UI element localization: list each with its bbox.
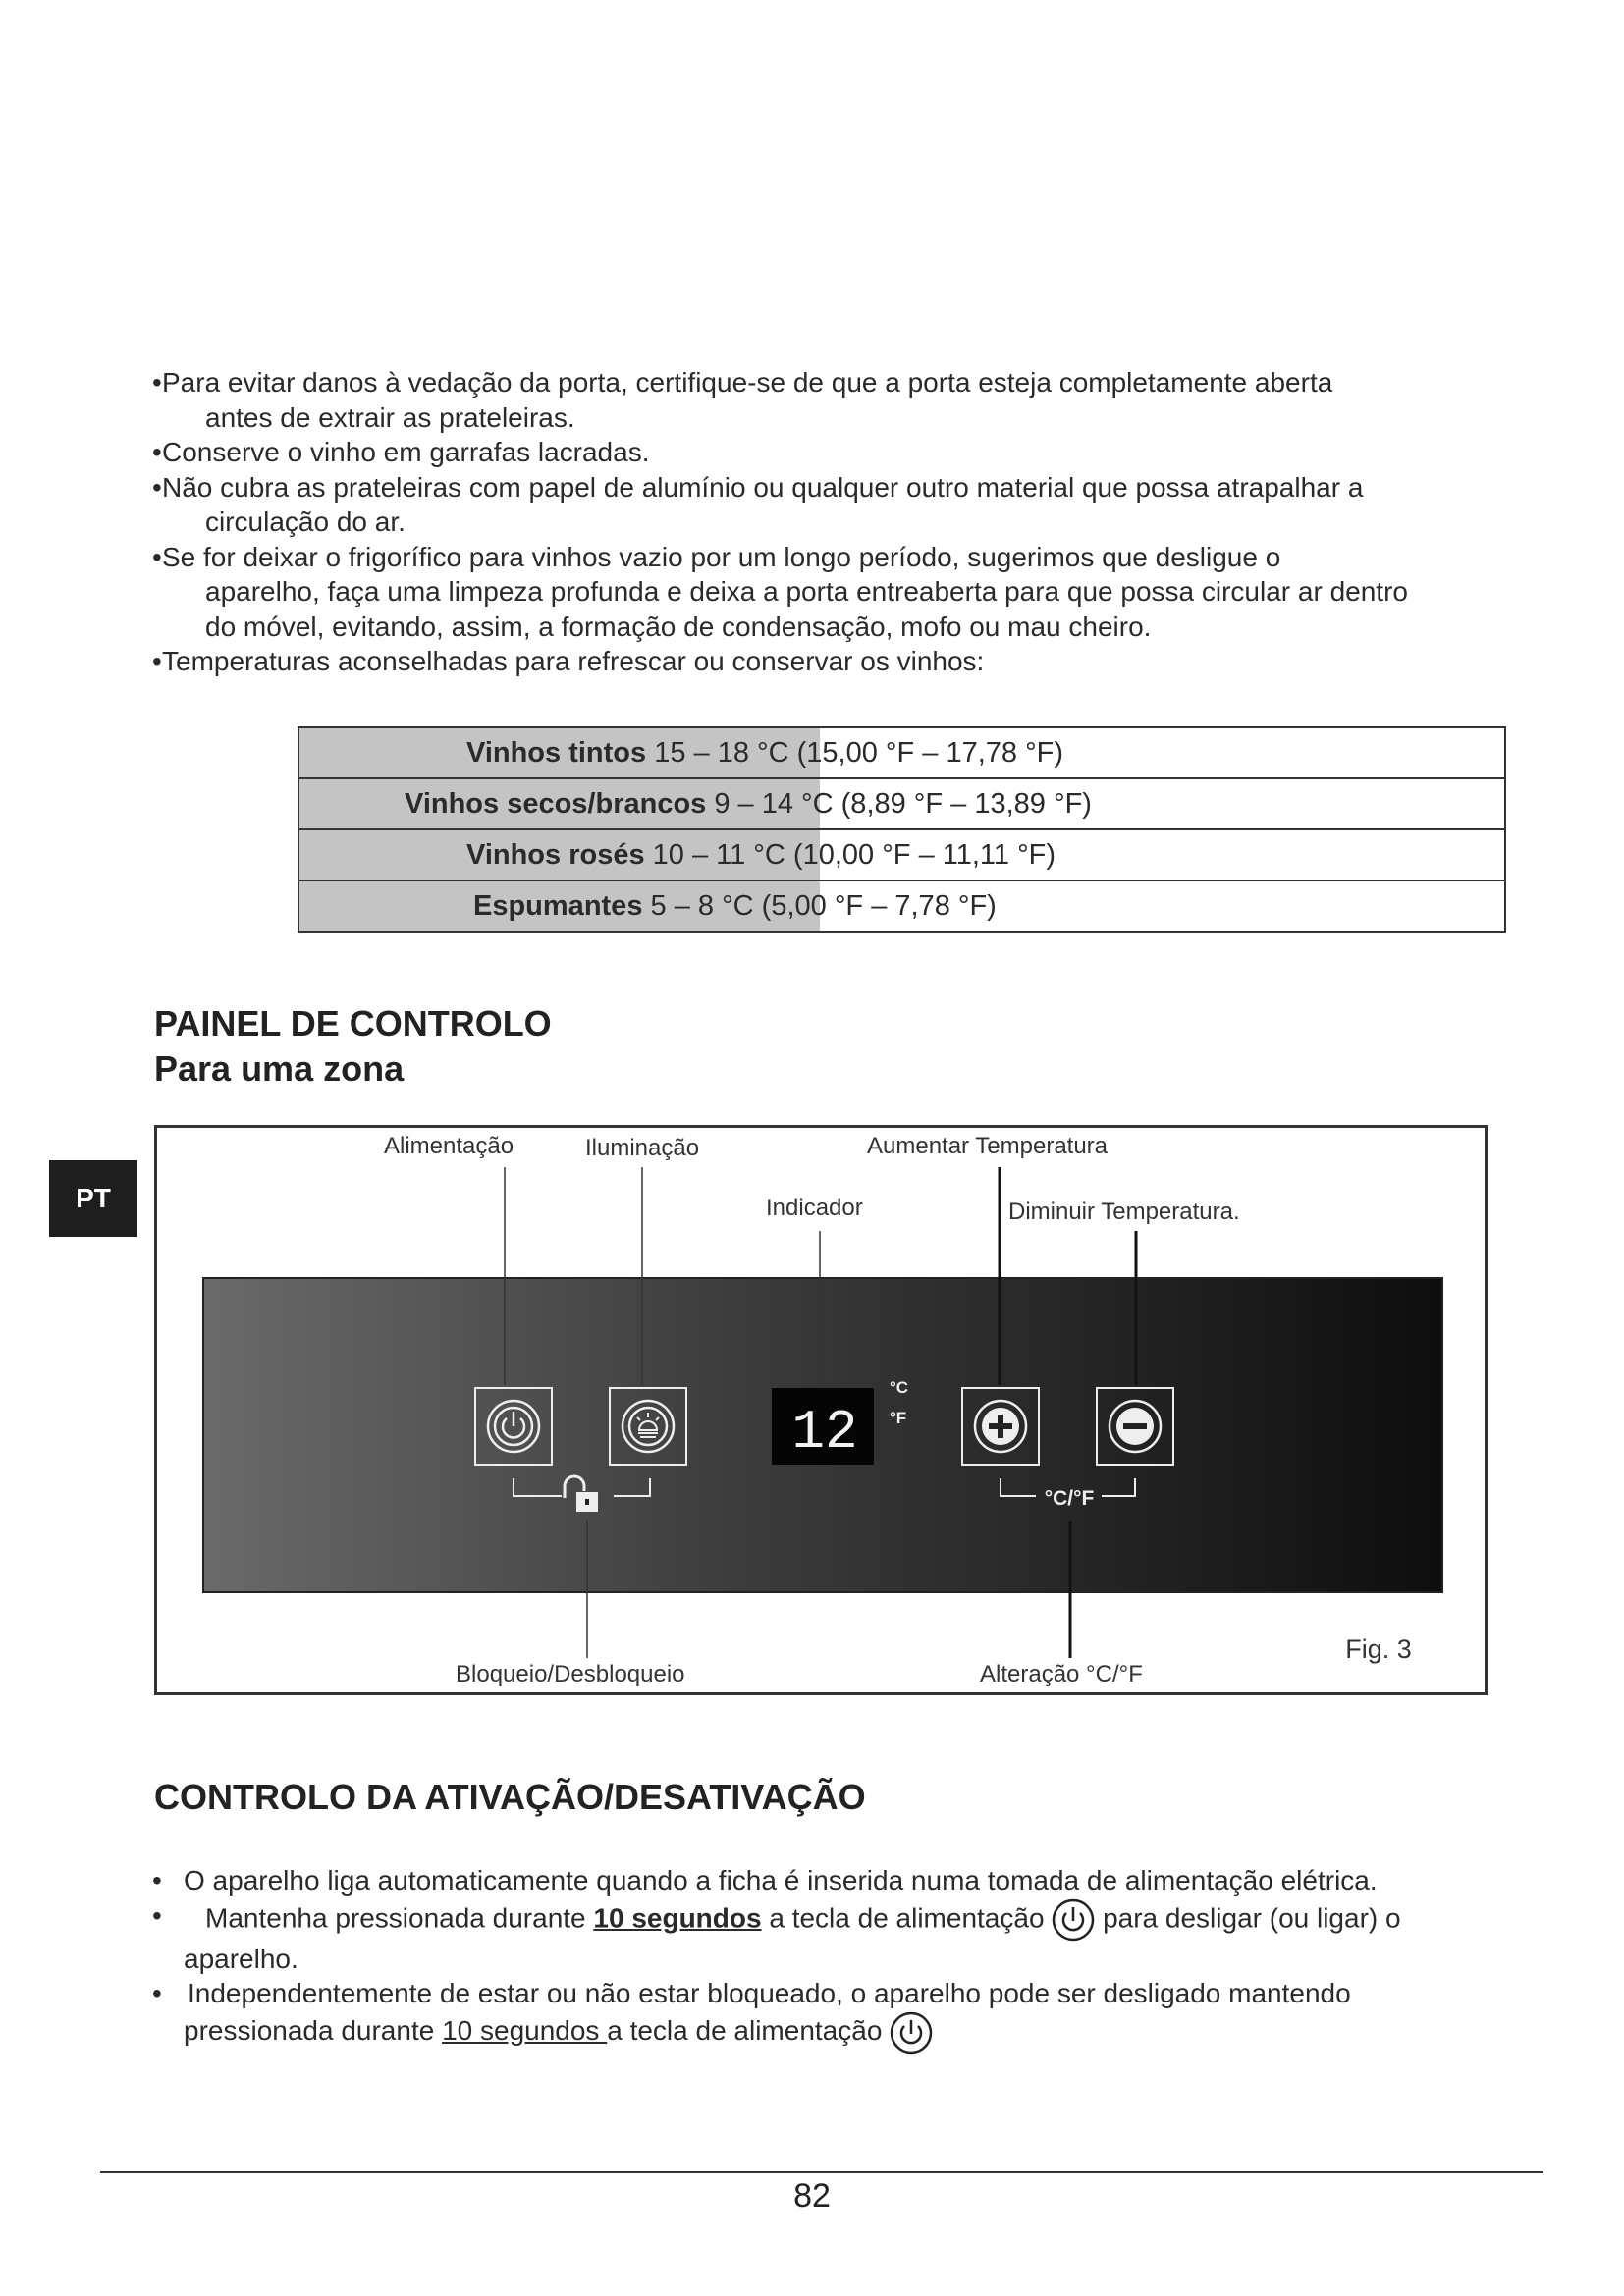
table-row — [298, 778, 1505, 829]
bullet-text: Não cubra as prateleiras com papel de alumínio ou qualquer outro material que possa atrapalhar a — [162, 471, 1364, 503]
unit-c-indicator: °C — [890, 1378, 909, 1397]
label-power: Alimentação — [384, 1133, 514, 1159]
emphasis-duration: 10 segundos — [593, 1901, 762, 1933]
table-cell — [298, 727, 1505, 778]
label-decrease-temp: Diminuir Temperatura. — [1008, 1199, 1240, 1225]
label-lock-unlock: Bloqueio/Desbloqueio — [456, 1661, 685, 1687]
bullet-text: a tecla de alimentação — [607, 2014, 891, 2046]
power-icon — [890, 2011, 933, 2055]
bullet-sealed-bottles — [152, 435, 1492, 470]
bullet-text: Se for deixar o frigorífico para vinhos vazio por um longo período, sugerimos que desligue o — [162, 541, 1281, 572]
intro-bullet-list — [152, 365, 1492, 679]
page-number: 82 — [793, 2177, 831, 2215]
unit-change-icon[interactable]: °C/°F — [1044, 1487, 1095, 1510]
footer-divider — [100, 2171, 1543, 2173]
bullet-text: O aparelho liga automaticamente quando a ficha é inserida numa tomada de alimentação elétrica. — [184, 1865, 1378, 1896]
temp-range: 15 – 18 °C (15,00 °F – 17,78 °F) — [646, 736, 1064, 769]
control-panel-figure — [154, 1125, 1488, 1695]
power-icon — [1052, 1898, 1095, 1942]
table-row — [298, 881, 1505, 932]
label-indicator: Indicador — [766, 1195, 863, 1221]
label-unit-change: Alteração °C/°F — [980, 1661, 1143, 1687]
label-light: Iluminação — [585, 1135, 700, 1161]
table-cell — [298, 881, 1505, 932]
language-tab: PT — [49, 1160, 137, 1237]
wine-type: Espumantes — [473, 889, 643, 922]
table-row — [298, 727, 1505, 778]
section-title-on-off: CONTROLO DA ATIVAÇÃO/DESATIVAÇÃO — [154, 1777, 866, 1817]
unit-f-indicator: °F — [890, 1409, 907, 1427]
bullet-text: para desligar (ou ligar) o — [1095, 1901, 1401, 1933]
temp-range: 5 – 8 °C (5,00 °F – 7,78 °F) — [642, 889, 997, 922]
bullet-text: aparelho. — [184, 1943, 298, 1974]
bullet-text: Mantenha pressionada durante — [205, 1901, 594, 1933]
bullet-text: a tecla de alimentação — [761, 1901, 1053, 1933]
bullet-text: do móvel, evitando, assim, a formação de condensação, mofo ou mau cheiro. — [205, 611, 1152, 642]
bullet-text: pressionada durante — [184, 2014, 443, 2046]
temperature-table — [298, 726, 1506, 933]
label-increase-temp: Aumentar Temperatura — [867, 1133, 1109, 1159]
table-row — [298, 829, 1505, 881]
table-cell — [298, 778, 1505, 829]
bullet-text: Temperaturas aconselhadas para refrescar ou conservar os vinhos: — [162, 646, 985, 676]
bullet-empty-fridge — [152, 540, 1492, 645]
figure-caption: Fig. 3 — [1345, 1634, 1412, 1664]
bullet-text: Independentemente de estar ou não estar bloqueado, o aparelho pode ser desligado mantendo — [188, 1978, 1351, 2008]
bullet-auto-on — [152, 1863, 1492, 1898]
table-cell — [298, 829, 1505, 881]
bullet-independent — [152, 1976, 1492, 2055]
bullet-text: Para evitar danos à vedação da porta, certifique-se de que a porta esteja completamente aberta — [162, 367, 1333, 398]
wine-type: Vinhos rosés — [466, 838, 645, 871]
emphasis-duration: 10 segundos — [442, 2014, 608, 2046]
wine-type: Vinhos secos/brancos — [405, 787, 707, 820]
bullet-text: antes de extrair as prateleiras. — [205, 401, 575, 433]
on-off-bullet-list — [152, 1863, 1492, 2055]
wine-type: Vinhos tintos — [466, 736, 647, 769]
bullet-hold-10s — [152, 1898, 1492, 1977]
bullet-text: aparelho, faça uma limpeza profunda e deixa a porta entreaberta para que possa circular ar dentro — [205, 576, 1408, 607]
temp-range: 9 – 14 °C (8,89 °F – 13,89 °F) — [706, 787, 1092, 820]
bullet-no-foil — [152, 470, 1492, 540]
display-value: 12 — [791, 1401, 858, 1464]
bullet-text: circulação do ar. — [205, 507, 406, 537]
bullet-text: Conserve o vinho em garrafas lacradas. — [162, 437, 650, 467]
bullet-door-seal — [152, 365, 1492, 435]
bullet-temperatures — [152, 644, 1492, 679]
temp-range: 10 – 11 °C (10,00 °F – 11,11 °F) — [644, 838, 1056, 871]
section-subtitle-single-zone: Para uma zona — [154, 1048, 405, 1089]
section-title-control-panel: PAINEL DE CONTROLO — [154, 1003, 552, 1043]
